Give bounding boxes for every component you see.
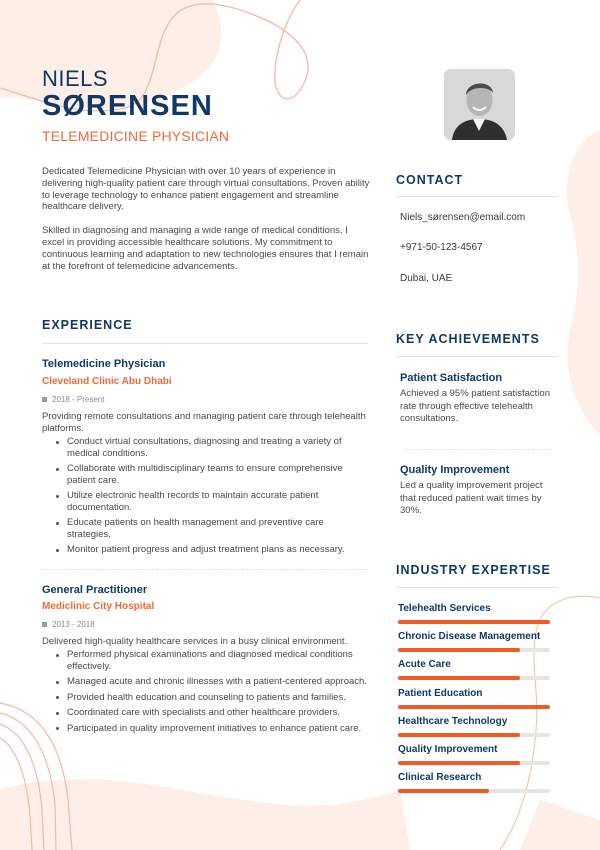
skill-bar-track: [398, 705, 550, 709]
job-1-company: Cleveland Clinic Abu Dhabi: [42, 376, 172, 387]
achievement-divider: [404, 449, 550, 450]
list-item: Monitor patient progress and adjust treatment plans as necessary.: [54, 544, 370, 556]
skill-label: Patient Education: [398, 687, 483, 699]
skill-label: Clinical Research: [398, 772, 482, 784]
skill-bar-track: [398, 648, 550, 652]
skill-bar-fill: [398, 761, 520, 765]
achievement-2-description: Led a quality improvement project that reduced patient wait times by 30%.: [400, 480, 543, 516]
job-2-description: Delivered high-quality healthcare services in a busy clinical environment.: [42, 636, 348, 647]
achievements-divider: [396, 356, 558, 357]
skill-bar-fill: [398, 705, 550, 709]
skill-bar-track: [398, 789, 550, 793]
skill-bar-track: [398, 761, 550, 765]
job-2-title: General Practitioner: [42, 584, 148, 596]
job-1-dates-text: 2018 - Present: [52, 395, 105, 404]
skill-bar-fill: [398, 648, 520, 652]
profile-photo: [444, 69, 515, 140]
job-1-description: Providing remote consultations and managing patient care through telehealth platforms.: [42, 411, 366, 434]
achievement-1-description: Achieved a 95% patient satisfaction rate through effective telehealth consultations.: [400, 388, 550, 424]
job-2-dates: [42, 620, 95, 629]
skill-bar-fill: [398, 676, 520, 680]
skill-label: Quality Improvement: [398, 744, 498, 755]
skill-label: Chronic Disease Management: [398, 631, 541, 643]
contact-heading: CONTACT: [396, 173, 464, 187]
contact-phone[interactable]: +971-50-123-4567: [400, 242, 483, 253]
skill-bar-fill: [398, 733, 520, 737]
professional-summary: [42, 166, 372, 284]
contact-location: Dubai, UAE: [400, 273, 453, 284]
achievement-2-title: Quality Improvement: [400, 464, 510, 476]
calendar-icon: [42, 397, 47, 402]
contact-divider: [396, 196, 558, 197]
skill-bar-fill: [398, 789, 489, 793]
experience-heading: EXPERIENCE: [42, 318, 133, 332]
skill-bar-track: [398, 620, 550, 624]
skill-bar-track: [398, 676, 550, 680]
summary-paragraph: Dedicated Telemedicine Physician with over 10 years of experience in delivering high-quality patient care through virtual consultations. Proven ability to leverage technology to enhance patient engagement and streamline healthcare delivery.: [42, 166, 370, 213]
expertise-heading: INDUSTRY EXPERTISE: [396, 563, 551, 577]
summary-paragraph: Skilled in diagnosing and managing a wide range of medical conditions, I excel in providing accessible healthcare solutions. My commitment to continuous learning and adaptation to new technologies ensures that I remain at the forefront of telemedicine advancements.: [42, 225, 369, 272]
job-2-bullets: [54, 649, 370, 738]
skill-label: Telehealth Services: [398, 603, 491, 614]
job-1-dates: [42, 395, 104, 404]
list-item: Utilize electronic health records to maintain accurate patient documentation.: [54, 490, 370, 513]
skill-bar-fill: [398, 620, 550, 624]
first-name: NIELS: [42, 66, 109, 91]
list-item: Provided health education and counseling to patients and families.: [54, 692, 370, 704]
list-item: Participated in quality improvement initiatives to enhance patient care.: [54, 723, 370, 735]
achievement-1-title: Patient Satisfaction: [400, 372, 503, 384]
skill-label: Healthcare Technology: [398, 715, 508, 727]
expertise-divider: [396, 587, 558, 588]
list-item: Coordinated care with specialists and other healthcare providers.: [54, 707, 370, 719]
achievements-heading: KEY ACHIEVEMENTS: [396, 332, 540, 346]
job-2-dates-text: 2013 - 2018: [52, 620, 95, 629]
job-divider: [42, 569, 368, 570]
person-avatar-icon: [444, 69, 515, 140]
job-2-company: Mediclinic City Hospital: [42, 601, 155, 612]
calendar-icon: [42, 622, 47, 627]
list-item: Performed physical examinations and diagnosed medical conditions effectively.: [54, 649, 370, 672]
skill-label: Acute Care: [398, 659, 451, 671]
list-item: Collaborate with multidisciplinary teams to ensure comprehensive patient care.: [54, 463, 370, 486]
list-item: Conduct virtual consultations, diagnosing and treating a variety of medical conditions.: [54, 436, 370, 459]
job-title: TELEMEDICINE PHYSICIAN: [42, 128, 230, 144]
list-item: Managed acute and chronic illnesses with a patient-centered approach.: [54, 676, 370, 688]
job-1-title: Telemedicine Physician: [42, 358, 166, 370]
experience-divider: [42, 343, 368, 344]
list-item: Educate patients on health management and preventive care strategies.: [54, 517, 370, 540]
contact-email[interactable]: Niels_sørensen@email.com: [400, 212, 526, 223]
skill-bar-track: [398, 733, 550, 737]
last-name: SØRENSEN: [42, 90, 213, 122]
job-1-bullets: [54, 436, 370, 560]
